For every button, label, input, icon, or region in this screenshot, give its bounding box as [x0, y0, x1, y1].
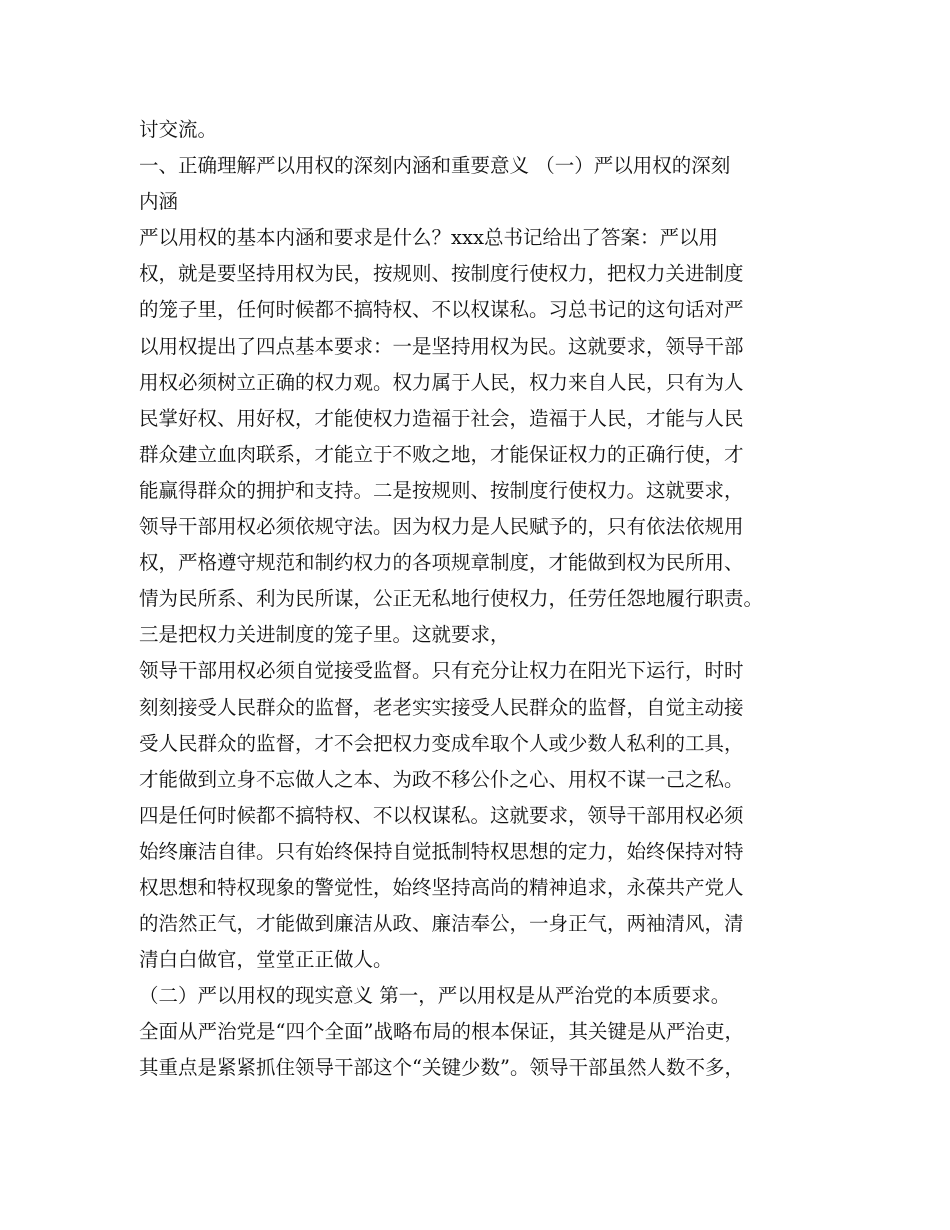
text-line: 权思想和特权现象的警觉性，始终坚持高尚的精神追求，永葆共产党人	[139, 875, 744, 899]
text-line: 受人民群众的监督，才不会把权力变成牟取个人或少数人私利的工具，	[139, 731, 744, 755]
text-line: 讨交流。	[139, 118, 218, 141]
text-line: 严以用权的基本内涵和要求是什么？xxx总书记给出了答案：严以用	[139, 226, 718, 250]
text-line: 才能做到立身不忘做人之本、为政不移公仆之心、用权不谋一己之私。	[139, 767, 744, 791]
text-line: 以用权提出了四点基本要求：一是坚持用权为民。这就要求，领导干部	[139, 334, 744, 358]
text-line: 全面从严治党是“四个全面”战略布局的根本保证，其关键是从严治吏，	[139, 1020, 744, 1044]
text-line: 四是任何时候都不搞特权、不以权谋私。这就要求，领导干部用权必须	[139, 803, 744, 827]
section-heading-line: （二）严以用权的现实意义 第一，严以用权是从严治党的本质要求。	[139, 984, 731, 1008]
text-line: 三是把权力关进制度的笼子里。这就要求，	[139, 623, 510, 647]
text-line: 用权必须树立正确的权力观。权力属于人民，权力来自人民，只有为人	[139, 370, 744, 394]
text-line: 权，严格遵守规范和制约权力的各项规章制度，才能做到权为民所用、	[139, 551, 744, 575]
text-line: 的浩然正气，才能做到廉洁从政、廉洁奉公，一身正气，两袖清风，清	[139, 912, 744, 936]
text-line: 的笼子里，任何时候都不搞特权、不以权谋私。习总书记的这句话对严	[139, 298, 744, 322]
text-line: 其重点是紧紧抓住领导干部这个“关键少数”。领导干部虽然人数不多，	[139, 1056, 744, 1080]
text-line: 权，就是要坚持用权为民，按规则、按制度行使权力，把权力关进制度	[139, 262, 744, 286]
text-line: 领导干部用权必须自觉接受监督。只有充分让权力在阳光下运行，时时	[139, 659, 744, 683]
text-line: 领导干部用权必须依规守法。因为权力是人民赋予的，只有依法依规用	[139, 515, 744, 539]
text-line: 民掌好权、用好权，才能使权力造福于社会，造福于人民，才能与人民	[139, 406, 744, 430]
text-line: 群众建立血肉联系，才能立于不败之地，才能保证权力的正确行使，才	[139, 442, 744, 466]
section-heading-line: 内涵	[139, 190, 179, 214]
text-line: 清白白做官，堂堂正正做人。	[139, 948, 393, 972]
text-line: 能赢得群众的拥护和支持。二是按规则、按制度行使权力。这就要求，	[139, 478, 744, 502]
text-line: 情为民所系、利为民所谋，公正无私地行使权力，任劳任怨地履行职责。	[139, 587, 764, 611]
text-line: 始终廉洁自律。只有始终保持自觉抵制特权思想的定力，始终保持对特	[139, 839, 744, 863]
document-body	[139, 112, 839, 1087]
text-line: 刻刻接受人民群众的监督，老老实实接受人民群众的监督，自觉主动接	[139, 695, 744, 719]
section-heading-line: 一、正确理解严以用权的深刻内涵和重要意义 （一）严以用权的深刻	[139, 154, 731, 178]
